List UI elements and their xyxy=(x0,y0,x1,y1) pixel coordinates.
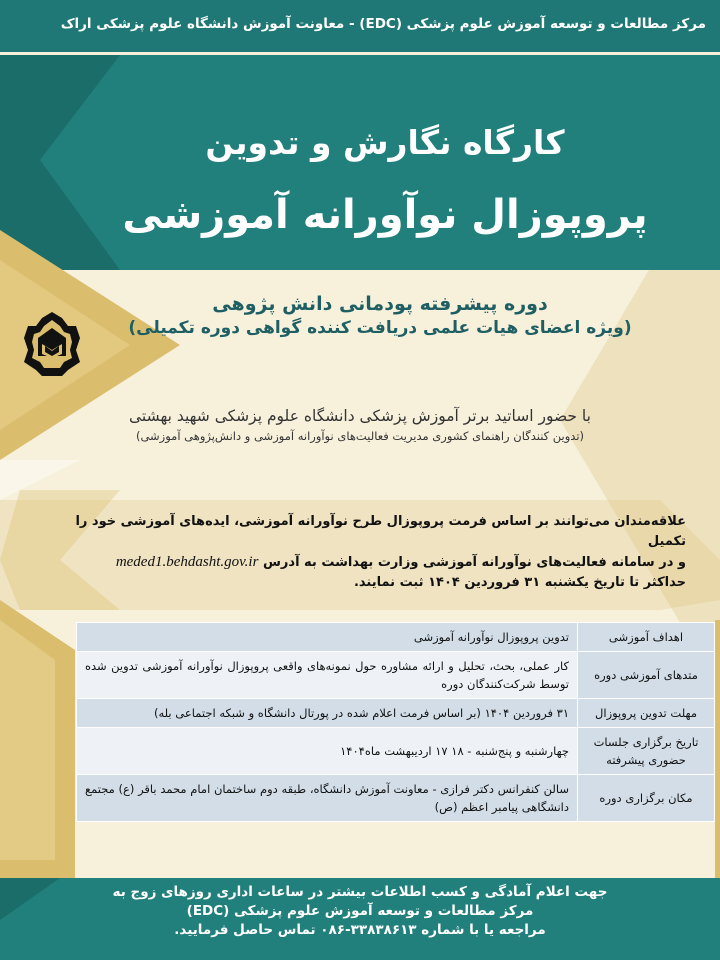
table-value-cell: ۳۱ فروردین ۱۴۰۴ (بر اساس فرمت اعلام شده در پورتال دانشگاه و شبکه اجتماعی بله) xyxy=(77,699,578,728)
table-key-cell: مهلت تدوین پروپوزال xyxy=(578,699,715,728)
presenters-line-1: با حضور اساتید برتر آموزش پزشکی دانشگاه علوم پزشکی شهید بهشتی xyxy=(129,407,591,425)
footer-line-3: مراجعه یا با شماره ۳۳۸۳۸۶۱۳-۰۸۶ تماس حاصل فرمایید. xyxy=(174,922,546,938)
presenters-line-2: (تدوین کنندگان راهنمای کشوری مدیریت فعالیت‌های نوآورانه آموزشی و دانش‌پژوهی آموزشی) xyxy=(135,429,585,443)
table-row xyxy=(77,728,715,775)
callout-line-1: علاقه‌مندان می‌توانند بر اساس فرمت پروپوزال طرح نوآورانه آموزشی، ایده‌های آموزشی خود را تکمیل xyxy=(75,514,686,549)
university-emblem-icon xyxy=(22,310,82,378)
callout-line-2-text: و در سامانه فعالیت‌های نوآورانه آموزشی وزارت بهداشت به آدرس xyxy=(262,555,686,570)
callout-url-link[interactable]: meded1.behdasht.gov.ir xyxy=(115,554,259,570)
table-key-cell: اهداف آموزشی xyxy=(578,623,715,652)
title-banner xyxy=(100,120,670,244)
table-value-cell: تدوین پروپوزال نوآورانه آموزشی xyxy=(77,623,578,652)
presenters-block xyxy=(55,405,665,445)
table-row xyxy=(77,699,715,728)
callout-line-2 xyxy=(36,552,686,573)
table-value-cell: چهارشنبه و پنج‌شنبه - ۱۸ ۱۷ اردیبهشت ماه۱۴۰۴ xyxy=(77,728,578,775)
table-key-cell: مکان برگزاری دوره xyxy=(578,775,715,822)
table-row xyxy=(77,775,715,822)
table-value-cell: سالن کنفرانس دکتر فرازی - معاونت آموزش دانشگاه، طبقه دوم ساختمان امام محمد باقر (ع) مجتمع دانشگاهی پیامبر اعظم (ص) xyxy=(77,775,578,822)
footer-line-1: جهت اعلام آمادگی و کسب اطلاعات بیشتر در ساعات اداری روزهای زوج به xyxy=(112,884,608,900)
header-text: مرکز مطالعات و توسعه آموزش علوم پزشکی (EDC) - معاونت آموزش دانشگاه علوم پزشکی اراک xyxy=(60,16,706,32)
table-key-cell: متدهای آموزشی دوره xyxy=(578,652,715,699)
subtitle xyxy=(120,292,640,340)
table-row xyxy=(77,652,715,699)
header-bar xyxy=(0,0,720,52)
table-row xyxy=(77,623,715,652)
subtitle-line-2: (ویژه اعضای هیات علمی دریافت کننده گواهی دوره تکمیلی) xyxy=(128,318,632,338)
contact-footer xyxy=(0,883,720,940)
callout-line-3: حداکثر تا تاریخ یکشنبه ۳۱ فروردین ۱۴۰۴ ثبت نمایند. xyxy=(353,575,686,590)
title-line-2: پروپوزال نوآورانه آموزشی xyxy=(122,192,648,238)
registration-callout xyxy=(36,512,686,593)
course-info-table xyxy=(76,622,715,822)
table-value-cell: کار عملی، بحث، تحلیل و ارائه مشاوره حول نمونه‌های واقعی پروپوزال نوآورانه آموزشی تدوین شده توسط شرکت‌کنندگان دوره xyxy=(77,652,578,699)
subtitle-line-1: دوره پیشرفته پودمانی دانش پژوهی xyxy=(212,293,548,315)
table-key-cell: تاریخ برگزاری جلسات حضوری پیشرفته xyxy=(578,728,715,775)
title-line-1: کارگاه نگارش و تدوین xyxy=(205,123,565,162)
footer-line-2: مرکز مطالعات و توسعه آموزش علوم پزشکی (EDC) xyxy=(186,903,534,919)
